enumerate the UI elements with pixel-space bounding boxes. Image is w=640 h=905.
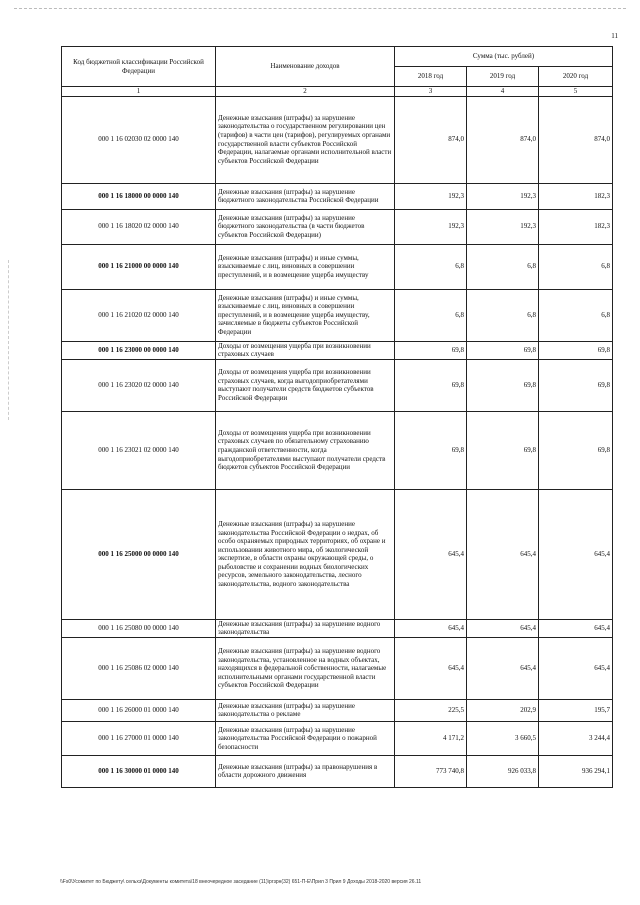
amount-2020: 874,0: [539, 96, 613, 183]
amount-2018: 6,8: [395, 289, 467, 341]
kbk-code: 000 1 16 25000 00 0000 140: [62, 489, 216, 619]
amount-2020: 645,4: [539, 489, 613, 619]
amount-2019: 69,8: [467, 359, 539, 411]
column-index: 4: [467, 87, 539, 97]
amount-2020: 69,8: [539, 341, 613, 359]
amount-2018: 874,0: [395, 96, 467, 183]
kbk-code: 000 1 16 02030 02 0000 140: [62, 96, 216, 183]
amount-2019: 926 033,8: [467, 755, 539, 787]
kbk-code: 000 1 16 18020 02 0000 140: [62, 209, 216, 244]
kbk-code: 000 1 16 18000 00 0000 140: [62, 183, 216, 209]
table-row: [62, 183, 613, 209]
kbk-code: 000 1 16 21020 02 0000 140: [62, 289, 216, 341]
amount-2018: 645,4: [395, 637, 467, 699]
amount-2019: 192,3: [467, 209, 539, 244]
amount-2020: 3 244,4: [539, 721, 613, 755]
amount-2020: 69,8: [539, 359, 613, 411]
kbk-code: 000 1 16 25080 00 0000 140: [62, 619, 216, 637]
amount-2019: 3 660,5: [467, 721, 539, 755]
column-index: 1: [62, 87, 216, 97]
table-row: [62, 637, 613, 699]
table-row: [62, 755, 613, 787]
revenue-name: Денежные взыскания (штрафы) за нарушение законодательства о рекламе: [216, 699, 395, 721]
revenue-name: Денежные взыскания (штрафы) за нарушение бюджетного законодательства Российской Федерации: [216, 183, 395, 209]
kbk-code: 000 1 16 26000 01 0000 140: [62, 699, 216, 721]
revenue-name: Доходы от возмещения ущерба при возникновении страховых случаев, когда выгодоприобретателями выступают получатели средств бюджетов субъектов Российской Федерации: [216, 359, 395, 411]
revenue-name: Денежные взыскания (штрафы) за нарушение водного законодательства: [216, 619, 395, 637]
amount-2019: 645,4: [467, 619, 539, 637]
amount-2019: 69,8: [467, 341, 539, 359]
revenue-table: [61, 46, 613, 788]
revenue-name: Денежные взыскания (штрафы) и иные суммы, взыскиваемые с лиц, виновных в совершении преступлений, и в возмещение ущерба имуществу: [216, 244, 395, 289]
table-row: [62, 619, 613, 637]
revenue-name: Денежные взыскания (штрафы) за правонарушения в области дорожного движения: [216, 755, 395, 787]
page-top-border: [14, 8, 626, 9]
table-row: [62, 341, 613, 359]
table-row: [62, 289, 613, 341]
kbk-code: 000 1 16 30000 01 0000 140: [62, 755, 216, 787]
amount-2018: 645,4: [395, 619, 467, 637]
table-row: [62, 489, 613, 619]
kbk-code: 000 1 16 23000 00 0000 140: [62, 341, 216, 359]
page-number: 11: [611, 32, 618, 40]
kbk-code: 000 1 16 23021 02 0000 140: [62, 411, 216, 489]
column-index-row: [62, 87, 613, 97]
revenue-name: Денежные взыскания (штрафы) за нарушение законодательства о государственном регулировании цен (тарифов) в части цен (тарифов), регулируемых органами государственной власти субъектов Российской Федерации, налагаемые органами исполнительной власти субъектов Российской Федерации: [216, 96, 395, 183]
kbk-code: 000 1 16 21000 00 0000 140: [62, 244, 216, 289]
amount-2019: 202,9: [467, 699, 539, 721]
amount-2018: 6,8: [395, 244, 467, 289]
table-row: [62, 96, 613, 183]
amount-2019: 874,0: [467, 96, 539, 183]
column-index: 2: [216, 87, 395, 97]
table-row: [62, 721, 613, 755]
amount-2018: 69,8: [395, 411, 467, 489]
amount-2018: 4 171,2: [395, 721, 467, 755]
header-year-2019: 2019 год: [467, 67, 539, 87]
revenue-name: Денежные взыскания (штрафы) и иные суммы, взыскиваемые с лиц, виновных в совершении преступлений, и в возмещение ущерба имуществу, зачисляемые в бюджеты субъектов Российской Федерации: [216, 289, 395, 341]
amount-2020: 936 294,1: [539, 755, 613, 787]
amount-2018: 192,3: [395, 183, 467, 209]
amount-2020: 645,4: [539, 619, 613, 637]
amount-2019: 69,8: [467, 411, 539, 489]
kbk-code: 000 1 16 25086 02 0000 140: [62, 637, 216, 699]
amount-2019: 645,4: [467, 637, 539, 699]
column-index: 3: [395, 87, 467, 97]
amount-2019: 192,3: [467, 183, 539, 209]
amount-2019: 6,8: [467, 289, 539, 341]
kbk-code: 000 1 16 27000 01 0000 140: [62, 721, 216, 755]
amount-2020: 182,3: [539, 183, 613, 209]
revenue-name: Денежные взыскания (штрафы) за нарушение бюджетного законодательства (в части бюджетов субъектов Российской Федерации): [216, 209, 395, 244]
revenue-name: Доходы от возмещения ущерба при возникновении страховых случаев по обязательному страхованию гражданской ответственности, когда выгодоприобретателями выступают получатели средств бюджетов субъектов Российской Федерации: [216, 411, 395, 489]
table-header-row-1: [62, 47, 613, 67]
revenue-name: Доходы от возмещения ущерба при возникновении страховых случаев: [216, 341, 395, 359]
amount-2020: 182,3: [539, 209, 613, 244]
amount-2018: 69,8: [395, 341, 467, 359]
header-code: Код бюджетной классификации Российской Федерации: [62, 47, 216, 87]
header-name: Наименование доходов: [216, 47, 395, 87]
header-year-2018: 2018 год: [395, 67, 467, 87]
amount-2019: 6,8: [467, 244, 539, 289]
amount-2018: 192,3: [395, 209, 467, 244]
amount-2018: 225,5: [395, 699, 467, 721]
revenue-name: Денежные взыскания (штрафы) за нарушение законодательства Российской Федерации о пожарной безопасности: [216, 721, 395, 755]
amount-2020: 645,4: [539, 637, 613, 699]
amount-2020: 69,8: [539, 411, 613, 489]
header-year-2020: 2020 год: [539, 67, 613, 87]
amount-2018: 773 740,8: [395, 755, 467, 787]
table-row: [62, 244, 613, 289]
table-row: [62, 209, 613, 244]
header-sum: Сумма (тыс. рублей): [395, 47, 613, 67]
kbk-code: 000 1 16 23020 02 0000 140: [62, 359, 216, 411]
binding-margin-marks: [8, 260, 10, 420]
column-index: 5: [539, 87, 613, 97]
file-path-footer: \\Fs0\Усомитет по Бюджету\ сельхз\Документы комитета\18 внеочередное заседание (11)\ргзрн(32) 651-П-E\Прил 3 Прил 9 Доходы 2018-2020 версия 26.11: [60, 879, 422, 885]
amount-2020: 195,7: [539, 699, 613, 721]
amount-2020: 6,8: [539, 289, 613, 341]
amount-2019: 645,4: [467, 489, 539, 619]
table-row: [62, 699, 613, 721]
table-row: [62, 411, 613, 489]
amount-2018: 69,8: [395, 359, 467, 411]
revenue-name: Денежные взыскания (штрафы) за нарушение водного законодательства, установленное на водных объектах, находящихся в федеральной собственности, налагаемые исполнительными органами государственной власти субъектов Российской Федерации: [216, 637, 395, 699]
table-row: [62, 359, 613, 411]
revenue-name: Денежные взыскания (штрафы) за нарушение законодательства Российской Федерации о недрах, об особо охраняемых природных территориях, об охране и использовании животного мира, об экологической экспертизе, в области охраны окружающей среды, о рыболовстве и сохранении водных биологических ресурсов, земельного законодательства, лесного законодательства, водного законодательства: [216, 489, 395, 619]
amount-2018: 645,4: [395, 489, 467, 619]
amount-2020: 6,8: [539, 244, 613, 289]
